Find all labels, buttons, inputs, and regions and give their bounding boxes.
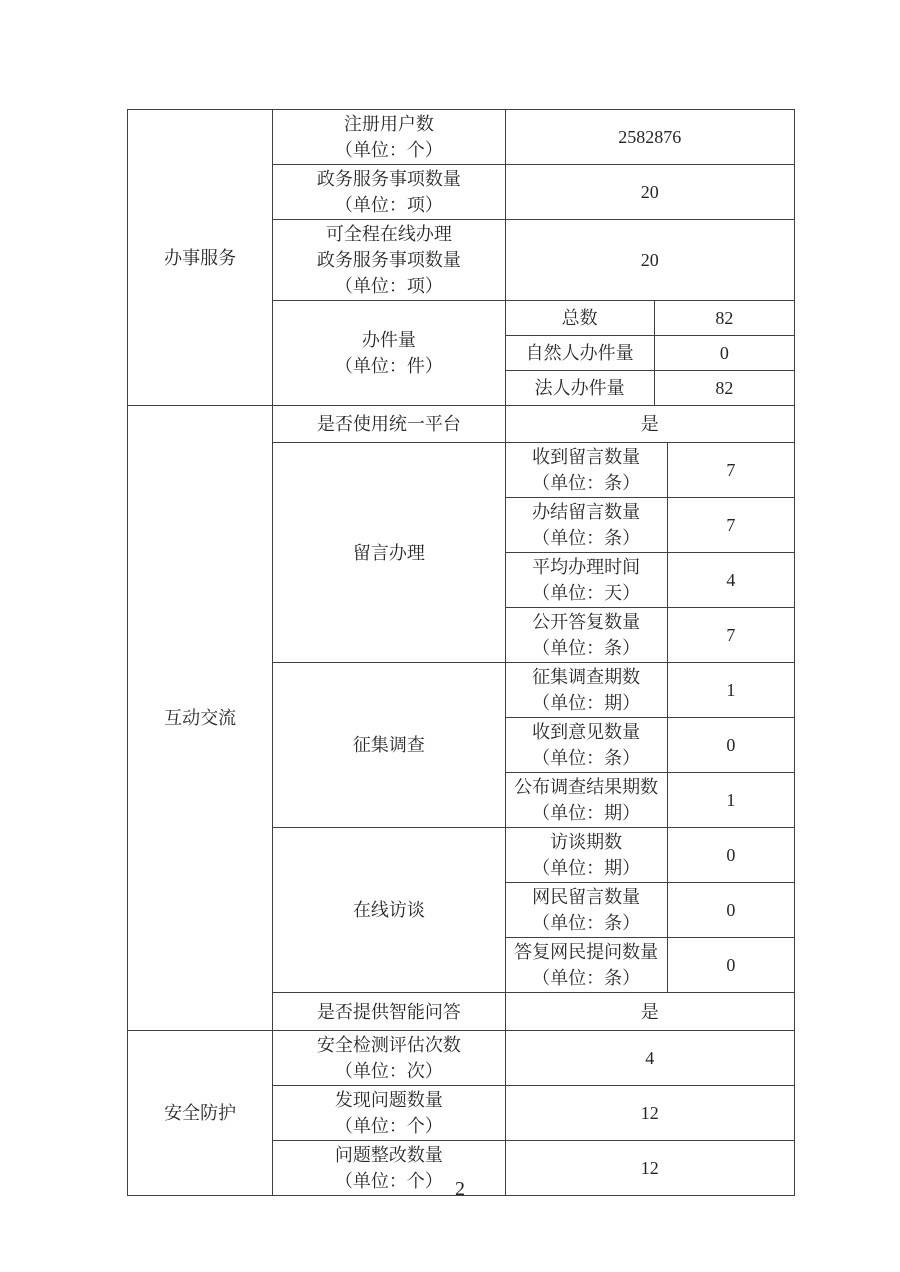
- submetric-unit: （单位：期）: [532, 693, 641, 713]
- metric-cell-unified-platform: 是否使用统一平台: [273, 406, 505, 443]
- submetric-label: 公开答复数量: [532, 612, 641, 632]
- value-cell: 4: [667, 553, 794, 608]
- submetric-label: 公布调查结果期数: [514, 777, 659, 797]
- submetric-label: 网民留言数量: [532, 887, 641, 907]
- category-cell-security: [128, 1031, 273, 1196]
- report-table: [127, 109, 795, 1196]
- metric-label: 安全检测评估次数: [316, 1035, 461, 1055]
- metric-label: 办件量: [361, 330, 416, 350]
- value-cell: 7: [667, 608, 794, 663]
- value-cell: 4: [505, 1031, 794, 1086]
- metric-label: 可全程在线办理: [325, 224, 452, 244]
- submetric-label: 答复网民提问数量: [514, 942, 659, 962]
- value-cell: 是: [505, 993, 794, 1031]
- value-cell: 20: [505, 220, 794, 301]
- value-cell: 是: [505, 406, 794, 443]
- submetric-cell: [505, 553, 667, 608]
- metric-cell-problems-found: [273, 1086, 505, 1141]
- submetric-unit: （单位：期）: [532, 803, 641, 823]
- category-label: 安全防护: [164, 1103, 237, 1123]
- table-row: [128, 1031, 795, 1086]
- metric-cell-registered-users: [273, 110, 505, 165]
- metric-cell-online-service-items: [273, 220, 505, 301]
- value-cell: 1: [667, 663, 794, 718]
- category-label: 互动交流: [164, 708, 237, 728]
- submetric-cell: [505, 938, 667, 993]
- submetric-cell: [505, 443, 667, 498]
- value-cell: 12: [505, 1086, 794, 1141]
- submetric-cell: [505, 828, 667, 883]
- submetric-unit: （单位：条）: [532, 748, 641, 768]
- value-cell: 0: [667, 828, 794, 883]
- metric-unit: （单位：次）: [334, 1061, 443, 1081]
- value-cell: 0: [667, 938, 794, 993]
- value-cell: 82: [654, 301, 794, 336]
- metric-label: 发现问题数量: [334, 1090, 443, 1110]
- value-cell: 0: [654, 336, 794, 371]
- submetric-unit: （单位：条）: [532, 473, 641, 493]
- metric-unit: （单位：个）: [334, 140, 443, 160]
- category-label: 办事服务: [164, 247, 237, 268]
- submetric-label: 平均办理时间: [532, 557, 641, 577]
- submetric-cell: [505, 498, 667, 553]
- submetric-unit: （单位：条）: [532, 528, 641, 548]
- submetric-cell: [505, 718, 667, 773]
- submetric-cell: 法人办件量: [505, 371, 654, 406]
- submetric-cell: [505, 773, 667, 828]
- value-cell: 2582876: [505, 110, 794, 165]
- value-cell: 0: [667, 883, 794, 938]
- value-cell: 12: [505, 1141, 794, 1196]
- metric-label: 问题整改数量: [334, 1145, 443, 1165]
- metric-cell-message-handling: 留言办理: [273, 443, 505, 663]
- metric-unit: （单位：项）: [334, 195, 443, 215]
- submetric-label: 访谈期数: [550, 832, 623, 852]
- metric-label: 注册用户数: [343, 114, 434, 134]
- table-row: [128, 110, 795, 165]
- metric-cell-survey: 征集调查: [273, 663, 505, 828]
- metric-cell-smart-qa: 是否提供智能问答: [273, 993, 505, 1031]
- value-cell: 82: [654, 371, 794, 406]
- submetric-label: 收到留言数量: [532, 447, 641, 467]
- value-cell: 7: [667, 443, 794, 498]
- metric-cell-online-interview: 在线访谈: [273, 828, 505, 993]
- metric-unit: （单位：个）: [334, 1171, 443, 1191]
- submetric-cell: 总数: [505, 301, 654, 336]
- page-number: 2: [455, 1178, 465, 1200]
- metric-cell-case-volume: [273, 301, 505, 406]
- category-cell-services: [128, 110, 273, 406]
- metric-label: 政务服务事项数量: [316, 250, 461, 270]
- submetric-unit: （单位：条）: [532, 638, 641, 658]
- metric-unit: （单位：项）: [334, 276, 443, 296]
- metric-label: 政务服务事项数量: [316, 169, 461, 189]
- table-row: [128, 406, 795, 443]
- metric-cell-security-assessments: [273, 1031, 505, 1086]
- submetric-unit: （单位：条）: [532, 913, 641, 933]
- submetric-label: 收到意见数量: [532, 722, 641, 742]
- submetric-unit: （单位：条）: [532, 968, 641, 988]
- submetric-unit: （单位：期）: [532, 858, 641, 878]
- metric-cell-service-items: [273, 165, 505, 220]
- value-cell: 7: [667, 498, 794, 553]
- submetric-cell: 自然人办件量: [505, 336, 654, 371]
- submetric-cell: [505, 608, 667, 663]
- category-cell-interaction: [128, 406, 273, 1031]
- value-cell: 20: [505, 165, 794, 220]
- submetric-cell: [505, 663, 667, 718]
- value-cell: 0: [667, 718, 794, 773]
- metric-unit: （单位：个）: [334, 1116, 443, 1136]
- submetric-label: 办结留言数量: [532, 502, 641, 522]
- submetric-label: 征集调查期数: [532, 667, 641, 687]
- metric-unit: （单位：件）: [334, 356, 443, 376]
- value-cell: 1: [667, 773, 794, 828]
- submetric-cell: [505, 883, 667, 938]
- submetric-unit: （单位：天）: [532, 583, 641, 603]
